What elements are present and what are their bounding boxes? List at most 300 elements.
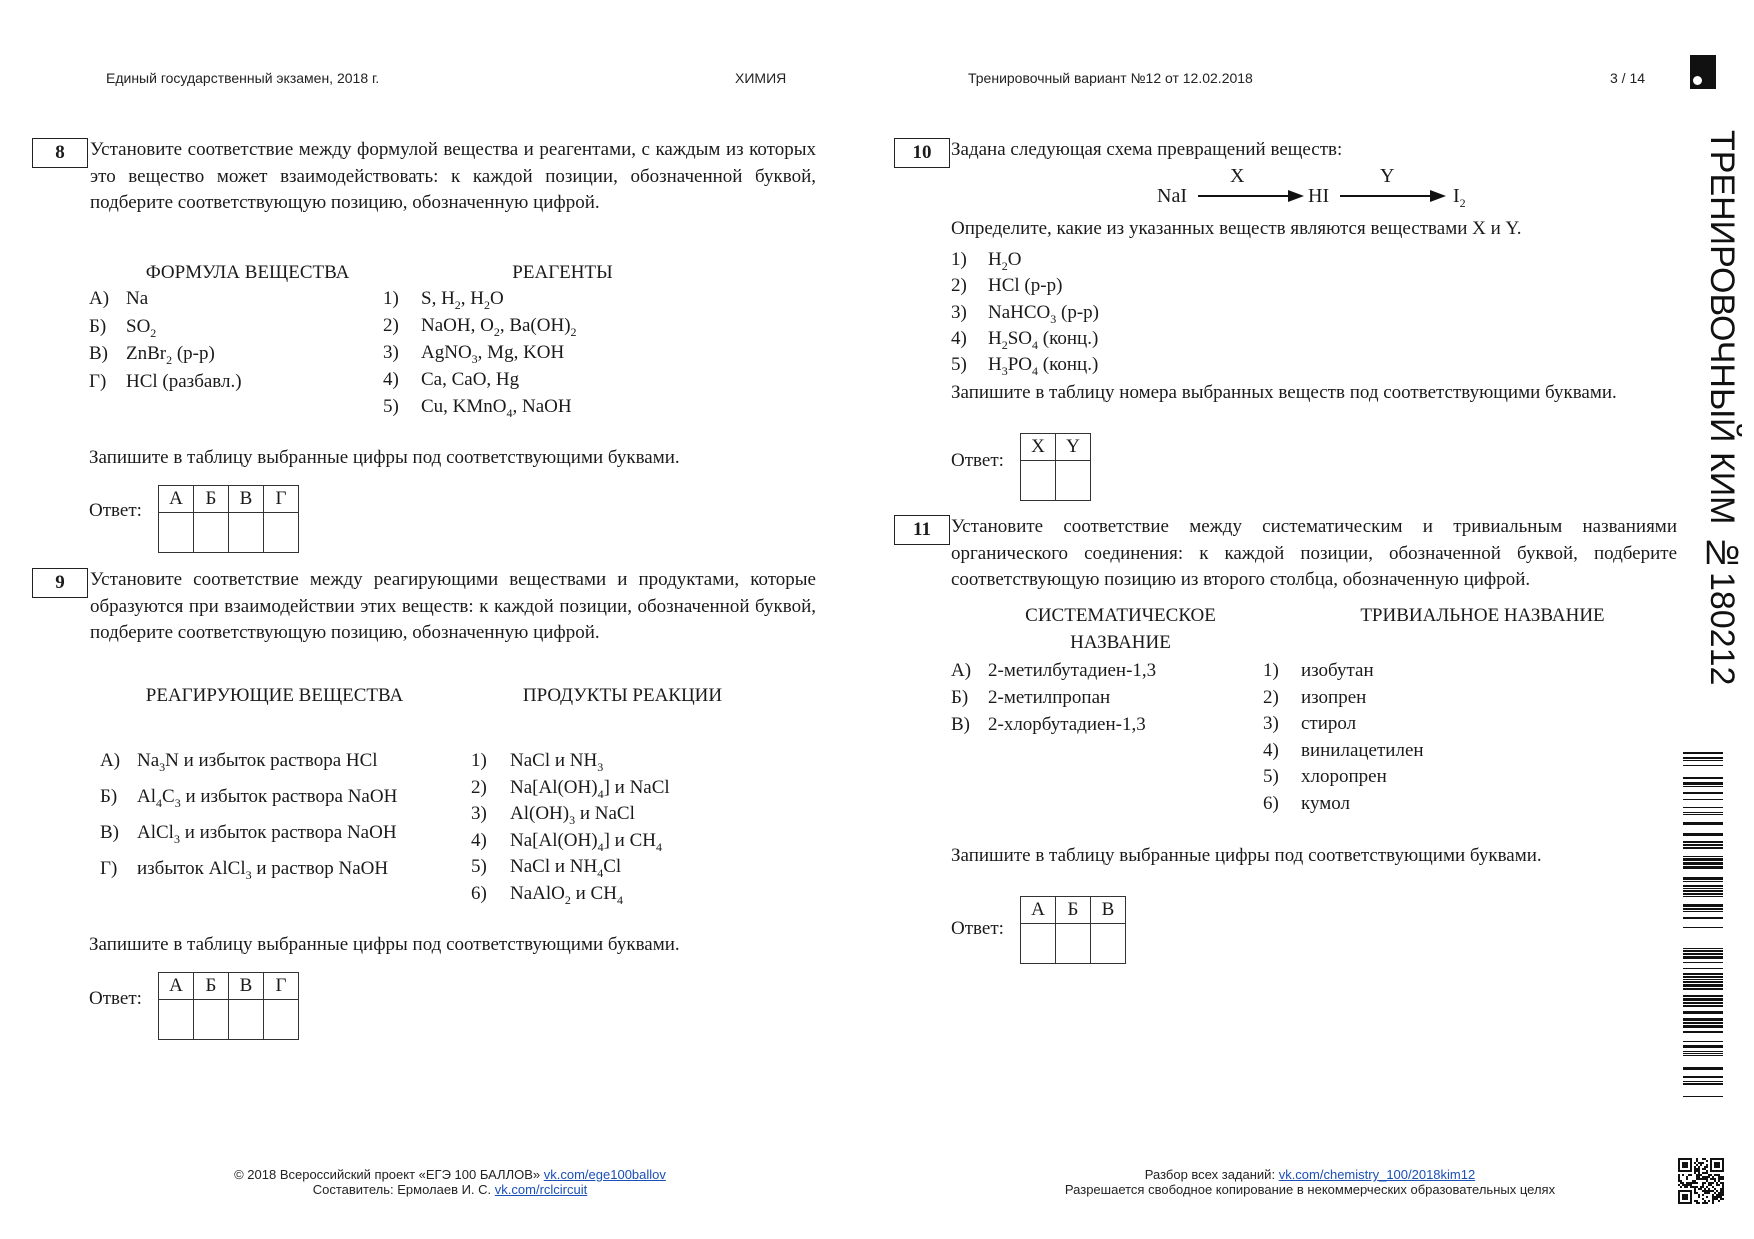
qr-module bbox=[1716, 1190, 1718, 1192]
qr-finder-module bbox=[1710, 1160, 1712, 1162]
qr-module bbox=[1702, 1202, 1704, 1204]
footer-link-project[interactable]: vk.com/ege100ballov bbox=[543, 1167, 666, 1182]
task-10-option-item bbox=[951, 275, 1062, 297]
qr-finder-module bbox=[1678, 1164, 1680, 1166]
task-9-right-item bbox=[471, 830, 662, 855]
task-8-right-item bbox=[383, 396, 572, 421]
barcode-bar bbox=[1683, 1053, 1723, 1054]
barcode-bar bbox=[1683, 976, 1723, 978]
task-9-right-marker: 4) bbox=[471, 829, 487, 851]
qr-module bbox=[1710, 1190, 1712, 1192]
qr-finder-module bbox=[1682, 1190, 1684, 1192]
task-11-right-marker: 3) bbox=[1263, 713, 1279, 734]
task-9-answer-cell[interactable] bbox=[264, 1000, 299, 1040]
qr-module bbox=[1696, 1182, 1698, 1184]
barcode-bar bbox=[1683, 998, 1723, 1001]
qr-finder-module bbox=[1714, 1166, 1716, 1168]
side-title: ТРЕНИРОВОЧНЫЙ КИМ №180212 bbox=[1703, 130, 1741, 686]
qr-module bbox=[1704, 1182, 1706, 1184]
task-8-answer-cell[interactable] bbox=[159, 513, 194, 553]
qr-finder-module bbox=[1678, 1160, 1680, 1162]
qr-module bbox=[1702, 1158, 1704, 1160]
task-11-right-marker: 1) bbox=[1263, 660, 1279, 681]
barcode-bar bbox=[1683, 1045, 1723, 1048]
footer-copyright: © 2018 Всероссийский проект «ЕГЭ 100 БАЛЛОВ» bbox=[234, 1167, 541, 1182]
task-9-right-marker: 1) bbox=[471, 750, 487, 771]
task-8-right-marker: 2) bbox=[383, 315, 399, 336]
qr-module bbox=[1680, 1180, 1682, 1182]
barcode-bar bbox=[1683, 760, 1723, 761]
qr-finder-module bbox=[1720, 1158, 1722, 1160]
qr-module bbox=[1712, 1186, 1714, 1188]
barcode-bar bbox=[1683, 896, 1723, 897]
task-9-answer-cell[interactable] bbox=[159, 1000, 194, 1040]
qr-module bbox=[1678, 1180, 1680, 1182]
qr-module bbox=[1712, 1178, 1714, 1180]
qr-module bbox=[1690, 1186, 1692, 1188]
task-8-right-item bbox=[383, 342, 564, 367]
qr-module bbox=[1686, 1186, 1688, 1188]
task-9-right-item bbox=[471, 750, 603, 775]
qr-finder-module bbox=[1686, 1194, 1688, 1196]
qr-module bbox=[1686, 1178, 1688, 1180]
qr-module bbox=[1702, 1198, 1704, 1200]
task-8-instruction: Запишите в таблицу выбранные цифры под соответствующими буквами. bbox=[89, 447, 680, 468]
qr-module bbox=[1694, 1162, 1696, 1164]
task-9-right-item bbox=[471, 803, 635, 828]
qr-module bbox=[1702, 1178, 1704, 1180]
variant-title: Тренировочный вариант №12 от 12.02.2018 bbox=[968, 70, 1253, 86]
scheme-arrow-2 bbox=[1340, 195, 1432, 197]
qr-module bbox=[1722, 1198, 1724, 1200]
barcode-bar bbox=[1683, 1096, 1723, 1097]
task-8-right-content: S, $H_2$, $H_2O$ bbox=[421, 288, 504, 312]
qr-module bbox=[1706, 1196, 1708, 1198]
barcode-bar bbox=[1683, 757, 1723, 759]
task-11-right-header: ТРИВИАЛЬНОЕ НАЗВАНИЕ bbox=[1360, 605, 1605, 626]
qr-module bbox=[1696, 1202, 1698, 1204]
task-8-left-content: HCl (разбавл.) bbox=[126, 370, 242, 392]
task-8-right-marker: 1) bbox=[383, 288, 399, 309]
task-9-col-header: Г bbox=[264, 973, 299, 1000]
qr-finder-module bbox=[1716, 1158, 1718, 1160]
task-9-right-content: $Na[Al(OH)_4]$ и $CH_4$ bbox=[510, 829, 662, 854]
barcode-bar bbox=[1683, 927, 1723, 928]
task-9-answer-cell[interactable] bbox=[194, 1000, 229, 1040]
qr-module bbox=[1688, 1174, 1690, 1176]
barcode-bar bbox=[1683, 973, 1723, 975]
qr-module bbox=[1712, 1200, 1714, 1202]
qr-finder-module bbox=[1678, 1168, 1680, 1170]
qr-module bbox=[1696, 1174, 1698, 1176]
barcode-bar bbox=[1683, 950, 1723, 952]
qr-module bbox=[1704, 1188, 1706, 1190]
qr-module bbox=[1706, 1202, 1708, 1204]
qr-module bbox=[1694, 1188, 1696, 1190]
task-11-answer-cell[interactable] bbox=[1056, 924, 1091, 964]
qr-module bbox=[1720, 1176, 1722, 1178]
scheme-arrowhead-2 bbox=[1430, 190, 1446, 202]
task-11-right-item bbox=[1263, 687, 1366, 709]
qr-finder-module bbox=[1684, 1198, 1686, 1200]
task-9-left-item bbox=[100, 750, 378, 775]
barcode-bar bbox=[1683, 1067, 1723, 1070]
task-9-right-content: NaCl и $NH_3$ bbox=[510, 750, 604, 774]
qr-finder-module bbox=[1678, 1170, 1680, 1172]
task-11-right-marker: 2) bbox=[1263, 686, 1279, 708]
footer-link-analysis[interactable]: vk.com/chemistry_100/2018kim12 bbox=[1278, 1167, 1476, 1182]
qr-module bbox=[1678, 1176, 1680, 1178]
barcode-bar bbox=[1683, 812, 1723, 813]
task-8-col-header: А bbox=[159, 486, 194, 513]
task-8-answer-cell[interactable] bbox=[194, 513, 229, 553]
task-11-answer-cell[interactable] bbox=[1021, 924, 1056, 964]
qr-finder-module bbox=[1718, 1164, 1720, 1166]
scheme-y-label: Y bbox=[1380, 165, 1395, 187]
task-10-option-item bbox=[951, 302, 1099, 327]
barcode-bar bbox=[1683, 765, 1723, 766]
barcode-bar bbox=[1683, 814, 1723, 815]
barcode-bar bbox=[1683, 1005, 1723, 1007]
barcode-bar bbox=[1683, 908, 1723, 910]
barcode-bar bbox=[1683, 968, 1723, 969]
qr-finder-module bbox=[1710, 1168, 1712, 1170]
task-8-left-marker: Б) bbox=[89, 315, 107, 337]
qr-module bbox=[1722, 1184, 1724, 1186]
qr-finder-module bbox=[1686, 1190, 1688, 1192]
task-10-scheme bbox=[1155, 165, 1485, 215]
qr-finder-module bbox=[1684, 1162, 1686, 1164]
qr-module bbox=[1716, 1174, 1718, 1176]
qr-module bbox=[1708, 1188, 1710, 1190]
qr-module bbox=[1696, 1200, 1698, 1202]
task-8-right-content: Ca, CaO, Hg bbox=[421, 369, 520, 390]
qr-finder-module bbox=[1714, 1158, 1716, 1160]
barcode-bar bbox=[1683, 1022, 1723, 1024]
barcode-bar bbox=[1683, 1002, 1723, 1004]
qr-module bbox=[1704, 1190, 1706, 1192]
qr-finder-module bbox=[1722, 1162, 1724, 1164]
qr-module bbox=[1716, 1184, 1718, 1186]
qr-module bbox=[1716, 1198, 1718, 1200]
qr-finder-module bbox=[1686, 1162, 1688, 1164]
qr-module bbox=[1704, 1178, 1706, 1180]
task-8-right-content: Cu, KMnO$_4$, NaOH bbox=[421, 396, 572, 420]
qr-finder-module bbox=[1722, 1160, 1724, 1162]
qr-finder-module bbox=[1686, 1196, 1688, 1198]
barcode-bar bbox=[1683, 1051, 1723, 1052]
qr-module bbox=[1692, 1182, 1694, 1184]
qr-finder-module bbox=[1688, 1190, 1690, 1192]
qr-finder-module bbox=[1678, 1198, 1680, 1200]
qr-module bbox=[1714, 1188, 1716, 1190]
qr-module bbox=[1716, 1182, 1718, 1184]
qr-module bbox=[1700, 1186, 1702, 1188]
qr-module bbox=[1698, 1196, 1700, 1198]
qr-finder-module bbox=[1722, 1170, 1724, 1172]
task-11-right-item bbox=[1263, 713, 1356, 735]
corner-logo bbox=[1690, 55, 1716, 89]
task-9-instruction: Запишите в таблицу выбранные цифры под соответствующими буквами. bbox=[89, 934, 680, 955]
footer-license: Разрешается свободное копирование в некоммерческих образовательных целях bbox=[1064, 1182, 1556, 1197]
barcode-bar bbox=[1683, 984, 1723, 987]
qr-finder-module bbox=[1682, 1166, 1684, 1168]
task-8-col-header: Г bbox=[264, 486, 299, 513]
footer-left bbox=[150, 1167, 750, 1197]
task-10-option-content: NaHCO$_3$ (р-р) bbox=[988, 301, 1100, 326]
qr-module bbox=[1722, 1194, 1724, 1196]
task-9-left-content: AlCl$_3$ и избыток раствора NaOH bbox=[137, 822, 397, 846]
qr-module bbox=[1714, 1192, 1716, 1194]
qr-module bbox=[1716, 1196, 1718, 1198]
qr-finder-module bbox=[1680, 1170, 1682, 1172]
barcode-bar bbox=[1683, 822, 1723, 825]
qr-module bbox=[1714, 1198, 1716, 1200]
qr-module bbox=[1704, 1202, 1706, 1204]
exam-title: Единый государственный экзамен, 2018 г. bbox=[106, 70, 380, 86]
qr-finder-module bbox=[1716, 1166, 1718, 1168]
qr-module bbox=[1678, 1174, 1680, 1176]
qr-module bbox=[1706, 1186, 1708, 1188]
task-11-left-item bbox=[951, 714, 1146, 736]
qr-finder-module bbox=[1680, 1202, 1682, 1204]
qr-module bbox=[1696, 1160, 1698, 1162]
task-9-left-item bbox=[100, 786, 397, 811]
barcode-bar bbox=[1683, 1031, 1723, 1033]
qr-module bbox=[1718, 1184, 1720, 1186]
qr-finder-module bbox=[1682, 1158, 1684, 1160]
qr-module bbox=[1694, 1166, 1696, 1168]
qr-module bbox=[1694, 1192, 1696, 1194]
barcode-bar bbox=[1683, 948, 1723, 949]
qr-module bbox=[1688, 1182, 1690, 1184]
task-11-col-header: В bbox=[1091, 897, 1126, 924]
qr-module bbox=[1700, 1178, 1702, 1180]
qr-finder-module bbox=[1716, 1170, 1718, 1172]
task-10-option-marker: 4) bbox=[951, 327, 967, 349]
qr-finder-module bbox=[1690, 1192, 1692, 1194]
task-11-right-marker: 6) bbox=[1263, 792, 1279, 814]
qr-finder-module bbox=[1690, 1158, 1692, 1160]
qr-module bbox=[1706, 1192, 1708, 1194]
barcode-bar bbox=[1683, 893, 1723, 895]
task-11-number: 11 bbox=[894, 515, 950, 545]
qr-module bbox=[1706, 1178, 1708, 1180]
task-8-col-header: В bbox=[229, 486, 264, 513]
task-11-right-item bbox=[1263, 740, 1424, 762]
qr-module bbox=[1714, 1180, 1716, 1182]
barcode-bar bbox=[1683, 953, 1723, 955]
barcode-bar bbox=[1683, 962, 1723, 963]
qr-module bbox=[1694, 1170, 1696, 1172]
task-9-right-item bbox=[471, 883, 623, 908]
barcode-bar bbox=[1683, 881, 1723, 882]
task-10-option-marker: 1) bbox=[951, 249, 967, 270]
task-9-text: Установите соответствие между реагирующими веществами и продуктами, которые образуются при взаимодействии этих веществ: к каждой позиции, обозначенной буквой, подберите соответствующую позицию, обозначенную цифрой. bbox=[90, 569, 816, 643]
qr-module bbox=[1712, 1194, 1714, 1196]
task-11-left-content: 2-метилпропан bbox=[988, 687, 1111, 708]
task-11-right-content: изобутан bbox=[1301, 660, 1374, 681]
task-8-left-header: ФОРМУЛА ВЕЩЕСТВА bbox=[145, 262, 350, 283]
qr-module bbox=[1702, 1190, 1704, 1192]
qr-finder-module bbox=[1686, 1202, 1688, 1204]
qr-module bbox=[1700, 1162, 1702, 1164]
barcode-bar bbox=[1683, 782, 1723, 785]
qr-module bbox=[1684, 1184, 1686, 1186]
barcode-bar bbox=[1683, 866, 1723, 869]
qr-module bbox=[1720, 1178, 1722, 1180]
task-11-left-content: 2-хлорбутадиен-1,3 bbox=[988, 714, 1146, 735]
qr-finder-module bbox=[1682, 1164, 1684, 1166]
qr-finder-module bbox=[1714, 1162, 1716, 1164]
task-11-answer-label: Ответ: bbox=[951, 918, 1004, 939]
footer-analysis-label: Разбор всех заданий: bbox=[1144, 1167, 1276, 1182]
qr-module bbox=[1688, 1184, 1690, 1186]
task-8-right-item bbox=[383, 369, 519, 391]
qr-finder-module bbox=[1716, 1162, 1718, 1164]
task-11-left-marker: А) bbox=[951, 660, 972, 681]
qr-module bbox=[1708, 1182, 1710, 1184]
qr-finder-module bbox=[1690, 1190, 1692, 1192]
footer-author: Составитель: Ермолаев И. С. bbox=[312, 1182, 492, 1197]
scheme-i2: $I_2$ bbox=[1453, 185, 1466, 210]
qr-finder-module bbox=[1682, 1196, 1684, 1198]
task-8-right-marker: 4) bbox=[383, 369, 399, 390]
qr-module bbox=[1708, 1190, 1710, 1192]
qr-module bbox=[1706, 1166, 1708, 1168]
task-10-answer-cell[interactable] bbox=[1021, 461, 1056, 501]
barcode-bar bbox=[1683, 888, 1723, 889]
task-9-left-marker: В) bbox=[100, 822, 119, 843]
barcode-bar bbox=[1683, 1041, 1723, 1042]
qr-finder-module bbox=[1678, 1196, 1680, 1198]
qr-finder-module bbox=[1718, 1162, 1720, 1164]
qr-finder-module bbox=[1718, 1158, 1720, 1160]
qr-module bbox=[1704, 1176, 1706, 1178]
task-11-left-item bbox=[951, 687, 1110, 709]
barcode-bar bbox=[1683, 792, 1723, 794]
qr-module bbox=[1698, 1176, 1700, 1178]
scheme-x-label: X bbox=[1230, 165, 1245, 187]
qr-module bbox=[1706, 1180, 1708, 1182]
qr-module bbox=[1712, 1190, 1714, 1192]
barcode-bar bbox=[1683, 833, 1723, 836]
qr-module bbox=[1698, 1194, 1700, 1196]
task-11-right-marker: 5) bbox=[1263, 766, 1279, 787]
task-8-right-item bbox=[383, 288, 504, 313]
task-11-left-header-2: НАЗВАНИЕ bbox=[1070, 632, 1171, 653]
task-10-col-header: X bbox=[1021, 434, 1056, 461]
barcode-bar bbox=[1683, 1081, 1723, 1082]
qr-module bbox=[1722, 1192, 1724, 1194]
qr-module bbox=[1702, 1182, 1704, 1184]
task-10-number: 10 bbox=[894, 138, 950, 168]
barcode-bar bbox=[1683, 786, 1723, 787]
scheme-arrow-1 bbox=[1198, 195, 1290, 197]
barcode-bar bbox=[1683, 904, 1723, 907]
qr-module bbox=[1696, 1186, 1698, 1188]
qr-module bbox=[1696, 1168, 1698, 1170]
task-10-answer-cell[interactable] bbox=[1056, 461, 1091, 501]
qr-finder-module bbox=[1710, 1166, 1712, 1168]
qr-finder-module bbox=[1682, 1198, 1684, 1200]
task-9-number: 9 bbox=[32, 568, 88, 598]
qr-module bbox=[1722, 1182, 1724, 1184]
qr-module bbox=[1710, 1182, 1712, 1184]
task-11-instruction: Запишите в таблицу выбранные цифры под соответствующими буквами. bbox=[951, 845, 1542, 866]
qr-module bbox=[1682, 1174, 1684, 1176]
qr-module bbox=[1690, 1174, 1692, 1176]
qr-module bbox=[1714, 1174, 1716, 1176]
task-9-answer-cell[interactable] bbox=[229, 1000, 264, 1040]
qr-module bbox=[1710, 1178, 1712, 1180]
task-11-left-item bbox=[951, 660, 1156, 682]
qr-module bbox=[1698, 1168, 1700, 1170]
qr-module bbox=[1706, 1190, 1708, 1192]
task-10-option-item bbox=[951, 354, 1098, 379]
task-8-answer-cell[interactable] bbox=[264, 513, 299, 553]
barcode-bar bbox=[1683, 862, 1723, 865]
qr-finder-module bbox=[1710, 1170, 1712, 1172]
qr-finder-module bbox=[1690, 1160, 1692, 1162]
qr-finder-module bbox=[1722, 1166, 1724, 1168]
task-8-left-item bbox=[89, 288, 148, 310]
task-8-left-item bbox=[89, 343, 215, 368]
scheme-arrowhead-1 bbox=[1288, 190, 1304, 202]
qr-module bbox=[1698, 1166, 1700, 1168]
qr-module bbox=[1680, 1186, 1682, 1188]
qr-finder-module bbox=[1690, 1198, 1692, 1200]
qr-module bbox=[1696, 1192, 1698, 1194]
task-9-col-header: А bbox=[159, 973, 194, 1000]
task-8-answer-cell[interactable] bbox=[229, 513, 264, 553]
task-9-answer-label: Ответ: bbox=[89, 988, 142, 1009]
qr-finder-module bbox=[1710, 1158, 1712, 1160]
barcode-bar bbox=[1683, 911, 1723, 912]
task-9-right-marker: 3) bbox=[471, 803, 487, 824]
footer-link-author[interactable]: vk.com/rclcircuit bbox=[494, 1182, 588, 1197]
qr-finder-module bbox=[1680, 1158, 1682, 1160]
qr-finder-module bbox=[1684, 1158, 1686, 1160]
qr-finder-module bbox=[1686, 1166, 1688, 1168]
task-11-answer-cell[interactable] bbox=[1091, 924, 1126, 964]
task-8-right-marker: 5) bbox=[383, 396, 399, 417]
qr-finder-module bbox=[1722, 1164, 1724, 1166]
task-11-right-marker: 4) bbox=[1263, 739, 1279, 761]
qr-finder-module bbox=[1688, 1170, 1690, 1172]
task-9-answer-table bbox=[158, 972, 299, 1040]
qr-module bbox=[1706, 1172, 1708, 1174]
barcode-bar bbox=[1683, 890, 1723, 892]
qr-module bbox=[1708, 1174, 1710, 1176]
barcode-bar bbox=[1683, 1011, 1723, 1014]
qr-finder-module bbox=[1682, 1162, 1684, 1164]
qr-module bbox=[1702, 1168, 1704, 1170]
barcode-bar bbox=[1683, 956, 1723, 959]
task-9-right-content: NaAlO$_2$ и $CH_4$ bbox=[510, 882, 623, 907]
qr-module bbox=[1694, 1190, 1696, 1192]
qr-module bbox=[1718, 1174, 1720, 1176]
barcode-bar bbox=[1683, 856, 1723, 857]
qr-module bbox=[1712, 1198, 1714, 1200]
barcode-bar bbox=[1683, 981, 1723, 983]
qr-module bbox=[1708, 1200, 1710, 1202]
qr-finder-module bbox=[1690, 1194, 1692, 1196]
task-8-answer-table bbox=[158, 485, 299, 553]
qr-module bbox=[1680, 1182, 1682, 1184]
qr-module bbox=[1692, 1180, 1694, 1182]
task-10-col-header: Y bbox=[1056, 434, 1091, 461]
